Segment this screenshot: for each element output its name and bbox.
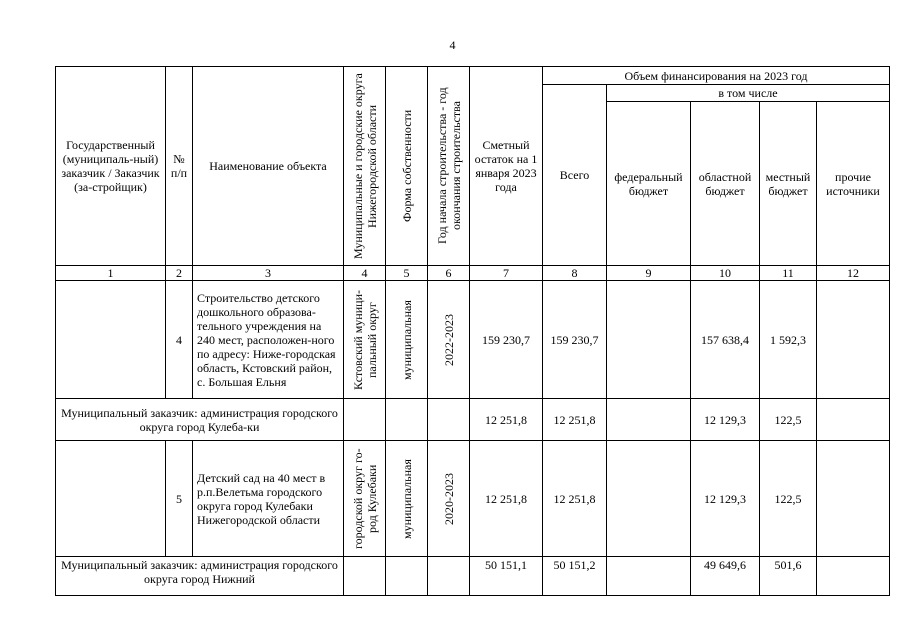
empty-cell [386, 557, 428, 596]
header-ownership-text: Форма собственности [399, 109, 414, 223]
regional-value: 12 129,3 [691, 441, 760, 557]
object-name: Строительство детского дошкольного образова-тельного учреждения на 240 мест, расположен-ного по адресу: Ниже-городская область, Кстовский район, с. Большая Ельня [193, 281, 344, 399]
header-municipality [344, 67, 386, 266]
header-municipality-text: Муниципальные и городские округа Нижегородской области [350, 73, 379, 259]
regional-value: 12 129,3 [691, 399, 760, 441]
object-name: Детский сад на 40 мест в р.п.Велетьма городского округа город Кулебаки Нижегородской области [193, 441, 344, 557]
regional-value: 49 649,6 [691, 557, 760, 596]
other-value [817, 281, 890, 399]
local-value: 501,6 [760, 557, 817, 596]
years-cell [428, 441, 470, 557]
years-text: 2020-2023 [441, 472, 456, 525]
table-row [56, 557, 890, 596]
customer-label: Муниципальный заказчик: администрация городского округа город Нижний [56, 557, 344, 596]
federal-value [607, 399, 691, 441]
local-value: 122,5 [760, 399, 817, 441]
header-years-text: Год начала строительства - год окончания строительства [434, 87, 463, 245]
empty-cell [428, 557, 470, 596]
empty-cell [386, 399, 428, 441]
ownership-text: муниципальная [399, 299, 414, 380]
customer-cell [56, 281, 166, 399]
column-number: 5 [386, 266, 428, 281]
other-value [817, 441, 890, 557]
header-num: № п/п [166, 67, 193, 266]
header-ownership [386, 67, 428, 266]
local-value: 122,5 [760, 441, 817, 557]
estimate-value: 50 151,1 [470, 557, 543, 596]
row-num: 5 [166, 441, 193, 557]
ownership-text: муниципальная [399, 458, 414, 539]
column-number: 1 [56, 266, 166, 281]
column-number: 7 [470, 266, 543, 281]
header-local: местный бюджет [760, 102, 817, 266]
empty-cell [428, 399, 470, 441]
estimate-value: 12 251,8 [470, 399, 543, 441]
column-number: 4 [344, 266, 386, 281]
municipality-cell [344, 441, 386, 557]
total-value: 50 151,2 [543, 557, 607, 596]
total-value: 12 251,8 [543, 399, 607, 441]
total-value: 159 230,7 [543, 281, 607, 399]
years-text: 2022-2023 [441, 313, 456, 366]
column-number: 2 [166, 266, 193, 281]
total-value: 12 251,8 [543, 441, 607, 557]
header-federal: федеральный бюджет [607, 102, 691, 266]
header-object: Наименование объекта [193, 67, 344, 266]
federal-value [607, 281, 691, 399]
header-years [428, 67, 470, 266]
table-row [56, 441, 890, 557]
header-customer: Государственный (муниципаль-ный) заказчик / Заказчик (за-стройщик) [56, 67, 166, 266]
other-value [817, 557, 890, 596]
ownership-cell [386, 441, 428, 557]
table-row [56, 281, 890, 399]
municipality-text: городской округ го-род Кулебаки [350, 448, 379, 549]
header-regional: областной бюджет [691, 102, 760, 266]
federal-value [607, 441, 691, 557]
regional-value: 157 638,4 [691, 281, 760, 399]
header-including: в том числе [607, 85, 890, 102]
estimate-value: 159 230,7 [470, 281, 543, 399]
header-other: прочие источники [817, 102, 890, 266]
column-number: 12 [817, 266, 890, 281]
estimate-value: 12 251,8 [470, 441, 543, 557]
ownership-cell [386, 281, 428, 399]
empty-cell [344, 557, 386, 596]
empty-cell [344, 399, 386, 441]
column-number: 9 [607, 266, 691, 281]
other-value [817, 399, 890, 441]
column-number: 10 [691, 266, 760, 281]
federal-value [607, 557, 691, 596]
header-funding-group: Объем финансирования на 2023 год [543, 67, 890, 85]
customer-cell [56, 441, 166, 557]
header-total: Всего [543, 85, 607, 266]
column-number: 6 [428, 266, 470, 281]
column-number: 3 [193, 266, 344, 281]
financing-table [55, 66, 890, 596]
customer-label: Муниципальный заказчик: администрация городского округа город Кулеба-ки [56, 399, 344, 441]
page-number: 4 [449, 38, 456, 52]
header-estimate: Сметный остаток на 1 января 2023 года [470, 67, 543, 266]
local-value: 1 592,3 [760, 281, 817, 399]
table-row [56, 399, 890, 441]
column-number: 8 [543, 266, 607, 281]
municipality-text: Кстовский муници-пальный округ [350, 289, 379, 390]
column-number: 11 [760, 266, 817, 281]
municipality-cell [344, 281, 386, 399]
row-num: 4 [166, 281, 193, 399]
years-cell [428, 281, 470, 399]
